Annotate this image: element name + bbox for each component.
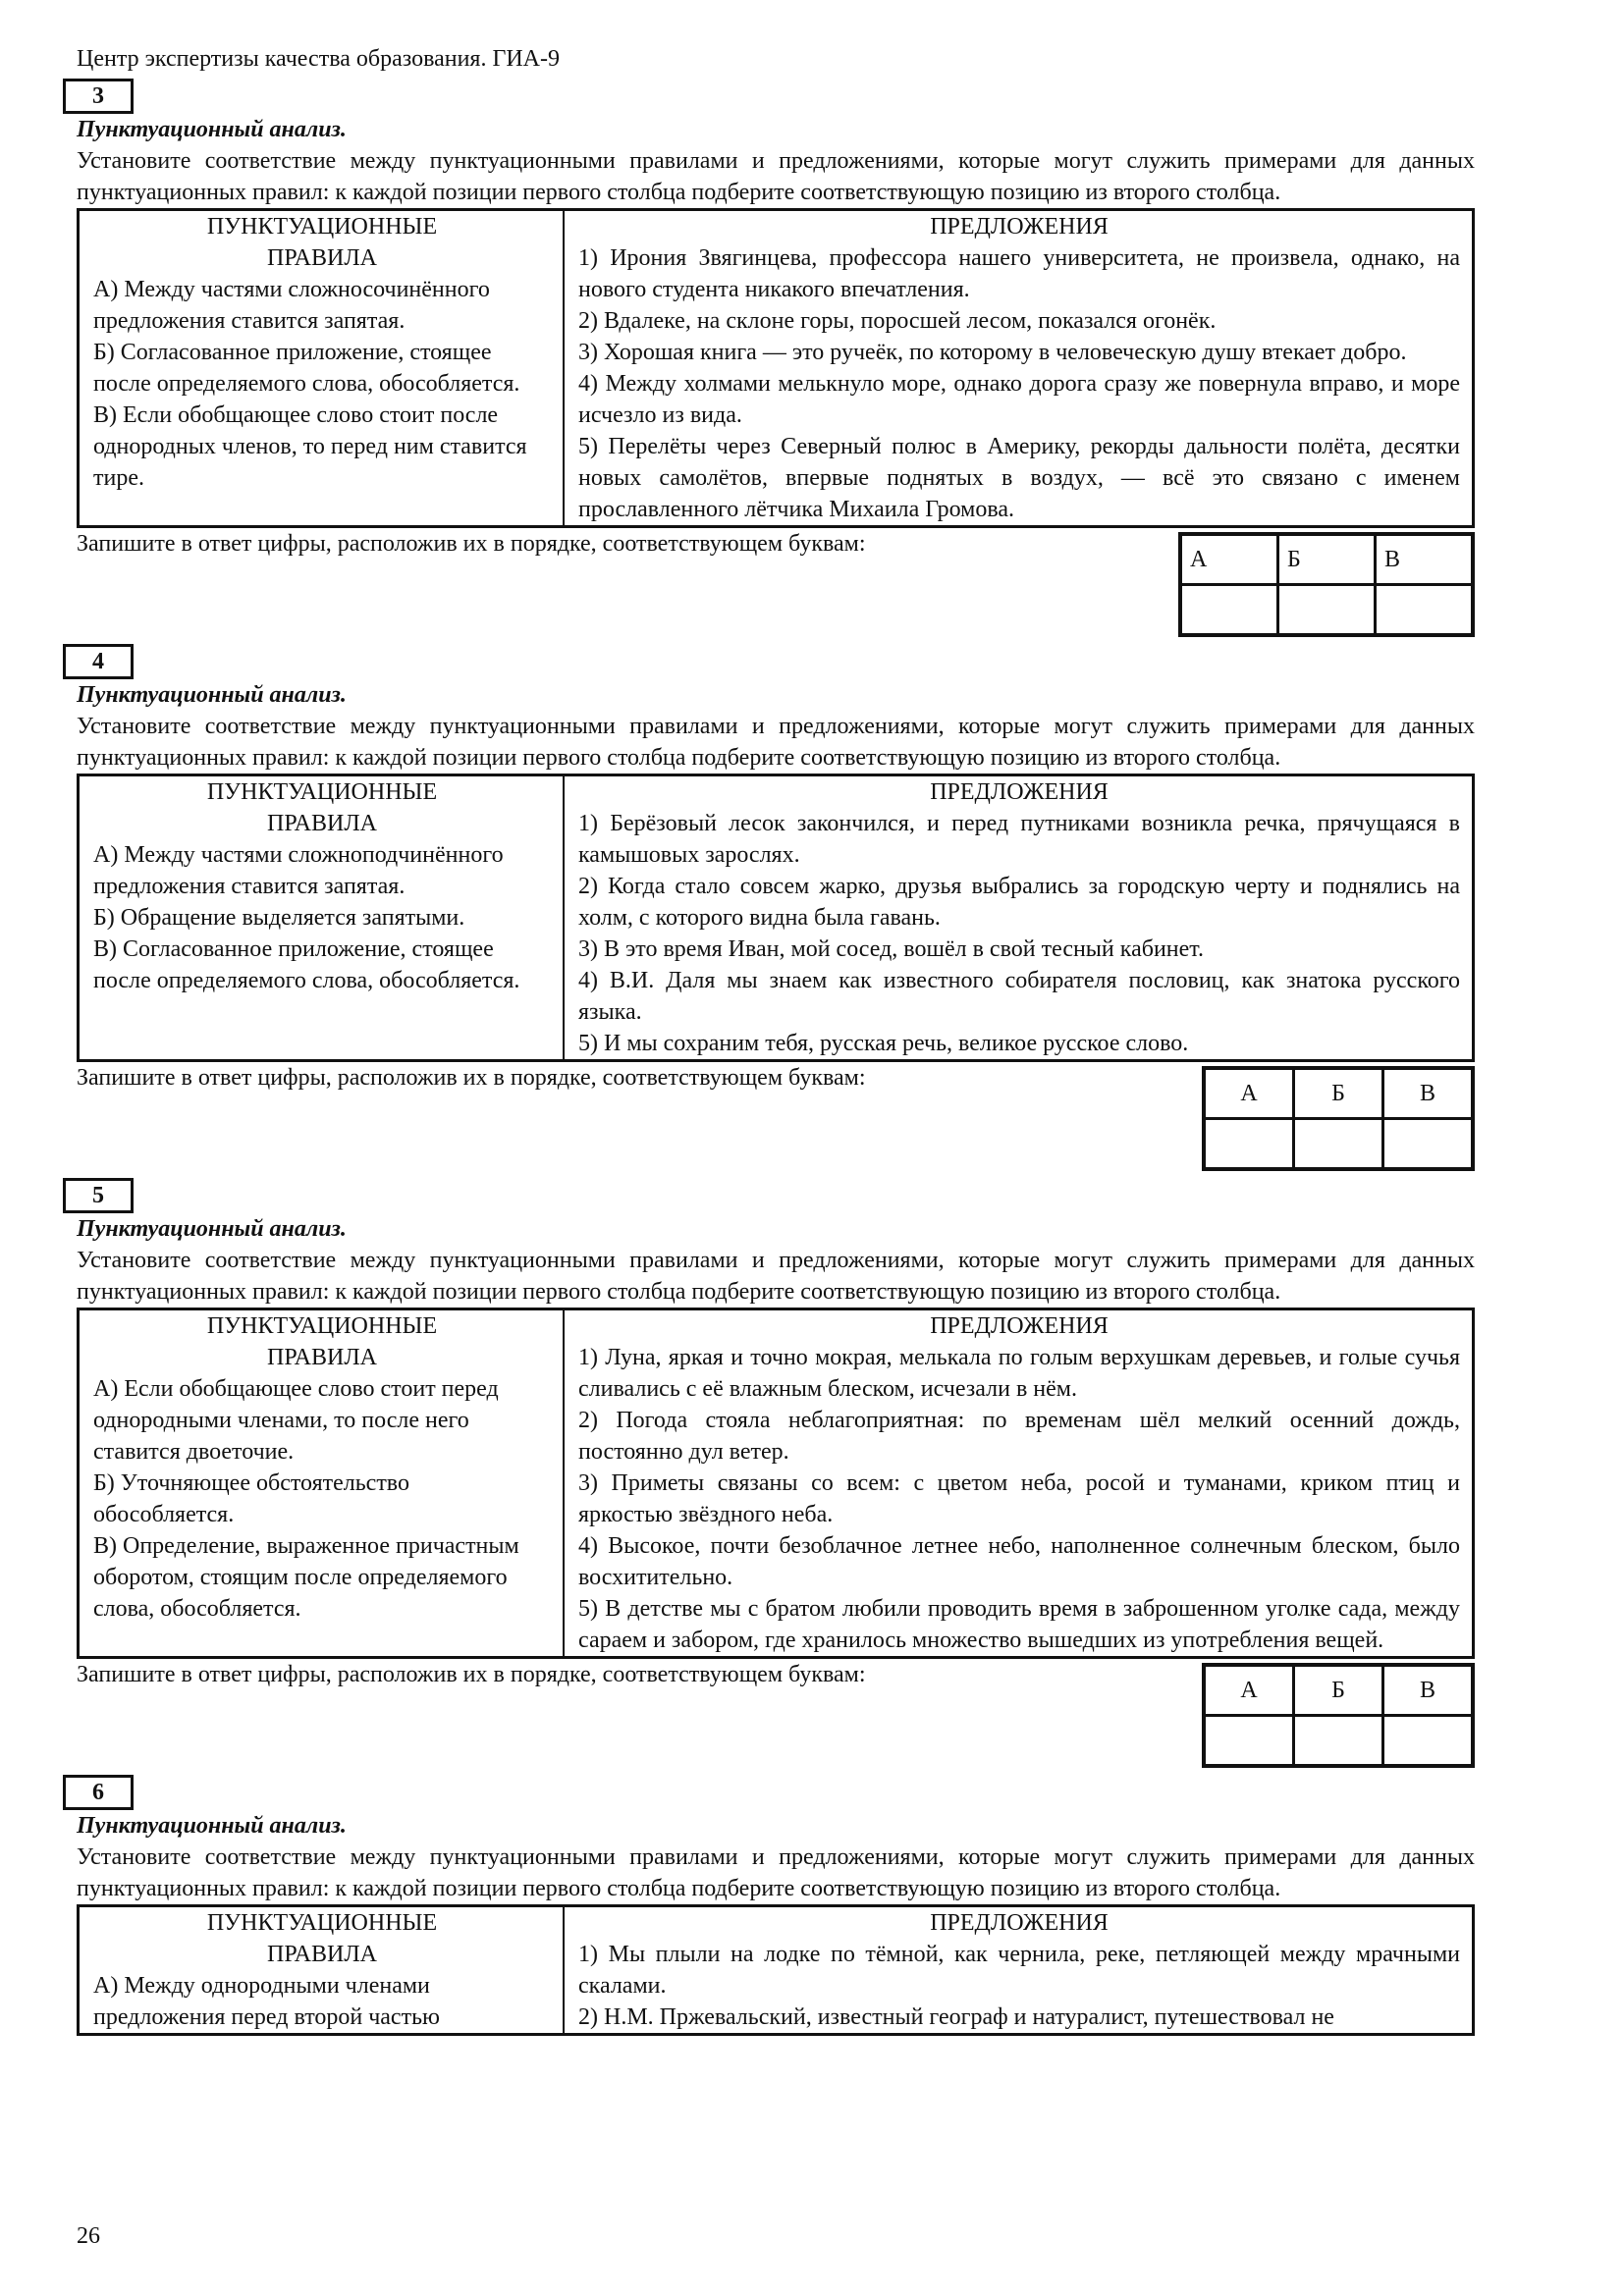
- document-page: [77, 43, 1475, 2036]
- answer-cell-a[interactable]: [1204, 1119, 1294, 1170]
- answer-box: [1202, 1663, 1475, 1768]
- rules-column: [79, 210, 565, 527]
- rule-item: В) Определение, выраженное причастным оборотом, стоящим после определяемого слова, обособляется.: [93, 1533, 519, 1622]
- sentence-item: 3) Приметы связаны со всем: с цветом неба, росой и туманами, криком птиц и яркостью звёздного неба.: [578, 1470, 1460, 1527]
- page-number: 26: [77, 2223, 100, 2249]
- answer-label-v: В: [1383, 1068, 1474, 1119]
- answer-cell-b[interactable]: [1294, 1716, 1383, 1767]
- task-instruction: Установите соответствие между пунктуационными правилами и предложениями, которые могут служить примерами для данных пунктуационных правил: к каждой позиции первого столбца подберите соответствующую позицию из второго столбца.: [77, 1844, 1475, 1901]
- answer-label-a: А: [1204, 1068, 1294, 1119]
- task-instruction: Установите соответствие между пунктуационными правилами и предложениями, которые могут служить примерами для данных пунктуационных правил: к каждой позиции первого столбца подберите соответствующую позицию из второго столбца.: [77, 148, 1475, 205]
- task-type: Пунктуационный анализ.: [77, 682, 347, 708]
- task-number: 3: [63, 79, 134, 114]
- page-header: Центр экспертизы качества образования. ГИА-9: [77, 46, 560, 72]
- sentence-item: 2) Н.М. Пржевальский, известный географ и натуралист, путешествовал не: [578, 2004, 1334, 2030]
- rules-header: ПУНКТУАЦИОННЫЕ ПРАВИЛА: [206, 1910, 438, 1967]
- rule-item: А) Между частями сложноподчинённого предложения ставится запятая.: [93, 842, 504, 899]
- answer-label-a: А: [1204, 1665, 1294, 1716]
- answer-cell-b[interactable]: [1294, 1119, 1383, 1170]
- task-5: [77, 1178, 1475, 1775]
- answer-box: [1178, 532, 1475, 637]
- answer-prompt: Запишите в ответ цифры, расположив их в порядке, соответствующем буквам:: [77, 531, 866, 557]
- sentence-item: 5) Перелёты через Северный полюс в Америку, рекорды дальности полёта, десятки новых самолётов, впервые поднятых в воздух, — всё это связано с именем прославленного лётчика Михаила Громова.: [578, 434, 1460, 522]
- rules-column: [79, 775, 565, 1061]
- answer-cell-b[interactable]: [1278, 585, 1376, 636]
- answer-prompt: Запишите в ответ цифры, расположив их в порядке, соответствующем буквам:: [77, 1065, 866, 1091]
- sentence-item: 3) В это время Иван, мой сосед, вошёл в свой тесный кабинет.: [578, 936, 1204, 962]
- task-number: 4: [63, 644, 134, 679]
- sentences-column: [564, 775, 1474, 1061]
- task-type: Пунктуационный анализ.: [77, 117, 347, 142]
- answer-row: [77, 1659, 1475, 1775]
- answer-cell-a[interactable]: [1204, 1716, 1294, 1767]
- answer-cell-v[interactable]: [1376, 585, 1474, 636]
- rules-header: ПУНКТУАЦИОННЫЕ ПРАВИЛА: [206, 214, 438, 271]
- answer-label-v: В: [1383, 1665, 1474, 1716]
- sentence-item: 5) В детстве мы с братом любили проводить время в заброшенном уголке сада, между сараем и забором, где хранилось множество вышедших из употребления вещей.: [578, 1596, 1460, 1653]
- sentences-header: ПРЕДЛОЖЕНИЯ: [930, 214, 1109, 240]
- answer-label-b: Б: [1294, 1068, 1383, 1119]
- sentences-column: [564, 1309, 1474, 1658]
- sentence-item: 1) Луна, яркая и точно мокрая, мелькала по голым верхушкам деревьев, и голые сучья сливались с её влажным блеском, исчезали в нём.: [578, 1345, 1460, 1402]
- task-number: 5: [63, 1178, 134, 1213]
- answer-row: [77, 528, 1475, 644]
- sentence-item: 4) Высокое, почти безоблачное летнее небо, наполненное солнечным блеском, было восхитительно.: [578, 1533, 1460, 1590]
- sentence-item: 3) Хорошая книга — это ручеёк, по которому в человеческую душу втекает добро.: [578, 340, 1407, 365]
- rules-column: [79, 1309, 565, 1658]
- rule-item: Б) Обращение выделяется запятыми.: [93, 905, 465, 931]
- matching-table: [77, 1904, 1475, 2036]
- task-type: Пунктуационный анализ.: [77, 1216, 347, 1242]
- sentence-item: 1) Мы плыли на лодке по тёмной, как чернила, реке, петляющей между мрачными скалами.: [578, 1942, 1460, 1999]
- answer-box: [1202, 1066, 1475, 1171]
- sentence-item: 1) Ирония Звягинцева, профессора нашего университета, не произвела, однако, на нового студента никакого впечатления.: [578, 245, 1460, 302]
- rule-item: А) Если обобщающее слово стоит перед однородными членами, то после него ставится двоеточие.: [93, 1376, 499, 1465]
- sentence-item: 2) Погода стояла неблагоприятная: по временам шёл мелкий осенний дождь, постоянно дул ветер.: [578, 1408, 1460, 1465]
- sentence-item: 4) Между холмами мелькнуло море, однако дорога сразу же повернула вправо, и море исчезло из вида.: [578, 371, 1460, 428]
- matching-table: [77, 208, 1475, 528]
- answer-label-b: Б: [1278, 534, 1376, 585]
- task-6: [77, 1775, 1475, 2036]
- rule-item: А) Между однородными членами предложения перед второй частью: [93, 1973, 440, 2030]
- answer-cell-v[interactable]: [1383, 1716, 1474, 1767]
- answer-row: [77, 1062, 1475, 1178]
- sentences-header: ПРЕДЛОЖЕНИЯ: [930, 1313, 1109, 1339]
- sentence-item: 2) Вдалеке, на склоне горы, поросшей лесом, показался огонёк.: [578, 308, 1217, 334]
- task-instruction: Установите соответствие между пунктуационными правилами и предложениями, которые могут служить примерами для данных пунктуационных правил: к каждой позиции первого столбца подберите соответствующую позицию из второго столбца.: [77, 714, 1475, 771]
- rule-item: Б) Уточняющее обстоятельство обособляется.: [93, 1470, 409, 1527]
- rules-header: ПУНКТУАЦИОННЫЕ ПРАВИЛА: [206, 1313, 438, 1370]
- rule-item: В) Согласованное приложение, стоящее после определяемого слова, обособляется.: [93, 936, 520, 993]
- sentences-column: [564, 1906, 1474, 2035]
- sentences-column: [564, 210, 1474, 527]
- sentence-item: 5) И мы сохраним тебя, русская речь, великое русское слово.: [578, 1031, 1189, 1056]
- sentence-item: 1) Берёзовый лесок закончился, и перед путниками возникла речка, прячущаяся в камышовых зарослях.: [578, 811, 1460, 868]
- task-type: Пунктуационный анализ.: [77, 1813, 347, 1839]
- answer-label-a: А: [1180, 534, 1278, 585]
- answer-cell-a[interactable]: [1180, 585, 1278, 636]
- sentences-header: ПРЕДЛОЖЕНИЯ: [930, 779, 1109, 805]
- answer-prompt: Запишите в ответ цифры, расположив их в порядке, соответствующем буквам:: [77, 1662, 866, 1687]
- task-instruction: Установите соответствие между пунктуационными правилами и предложениями, которые могут служить примерами для данных пунктуационных правил: к каждой позиции первого столбца подберите соответствующую позицию из второго столбца.: [77, 1248, 1475, 1305]
- rules-header: ПУНКТУАЦИОННЫЕ ПРАВИЛА: [206, 779, 438, 836]
- sentences-header: ПРЕДЛОЖЕНИЯ: [930, 1910, 1109, 1936]
- sentence-item: 4) В.И. Даля мы знаем как известного собирателя пословиц, как знатока русского языка.: [578, 968, 1460, 1025]
- rule-item: В) Если обобщающее слово стоит после однородных членов, то перед ним ставится тире.: [93, 402, 527, 491]
- rule-item: А) Между частями сложносочинённого предложения ставится запятая.: [93, 277, 490, 334]
- answer-label-b: Б: [1294, 1665, 1383, 1716]
- answer-label-v: В: [1376, 534, 1474, 585]
- matching-table: [77, 1308, 1475, 1659]
- task-3: [77, 79, 1475, 644]
- answer-cell-v[interactable]: [1383, 1119, 1474, 1170]
- sentence-item: 2) Когда стало совсем жарко, друзья выбрались за городскую черту и поднялись на холм, с которого видна была гавань.: [578, 874, 1460, 931]
- rule-item: Б) Согласованное приложение, стоящее после определяемого слова, обособляется.: [93, 340, 520, 397]
- rules-column: [79, 1906, 565, 2035]
- matching-table: [77, 774, 1475, 1062]
- task-4: [77, 644, 1475, 1178]
- task-number: 6: [63, 1775, 134, 1810]
